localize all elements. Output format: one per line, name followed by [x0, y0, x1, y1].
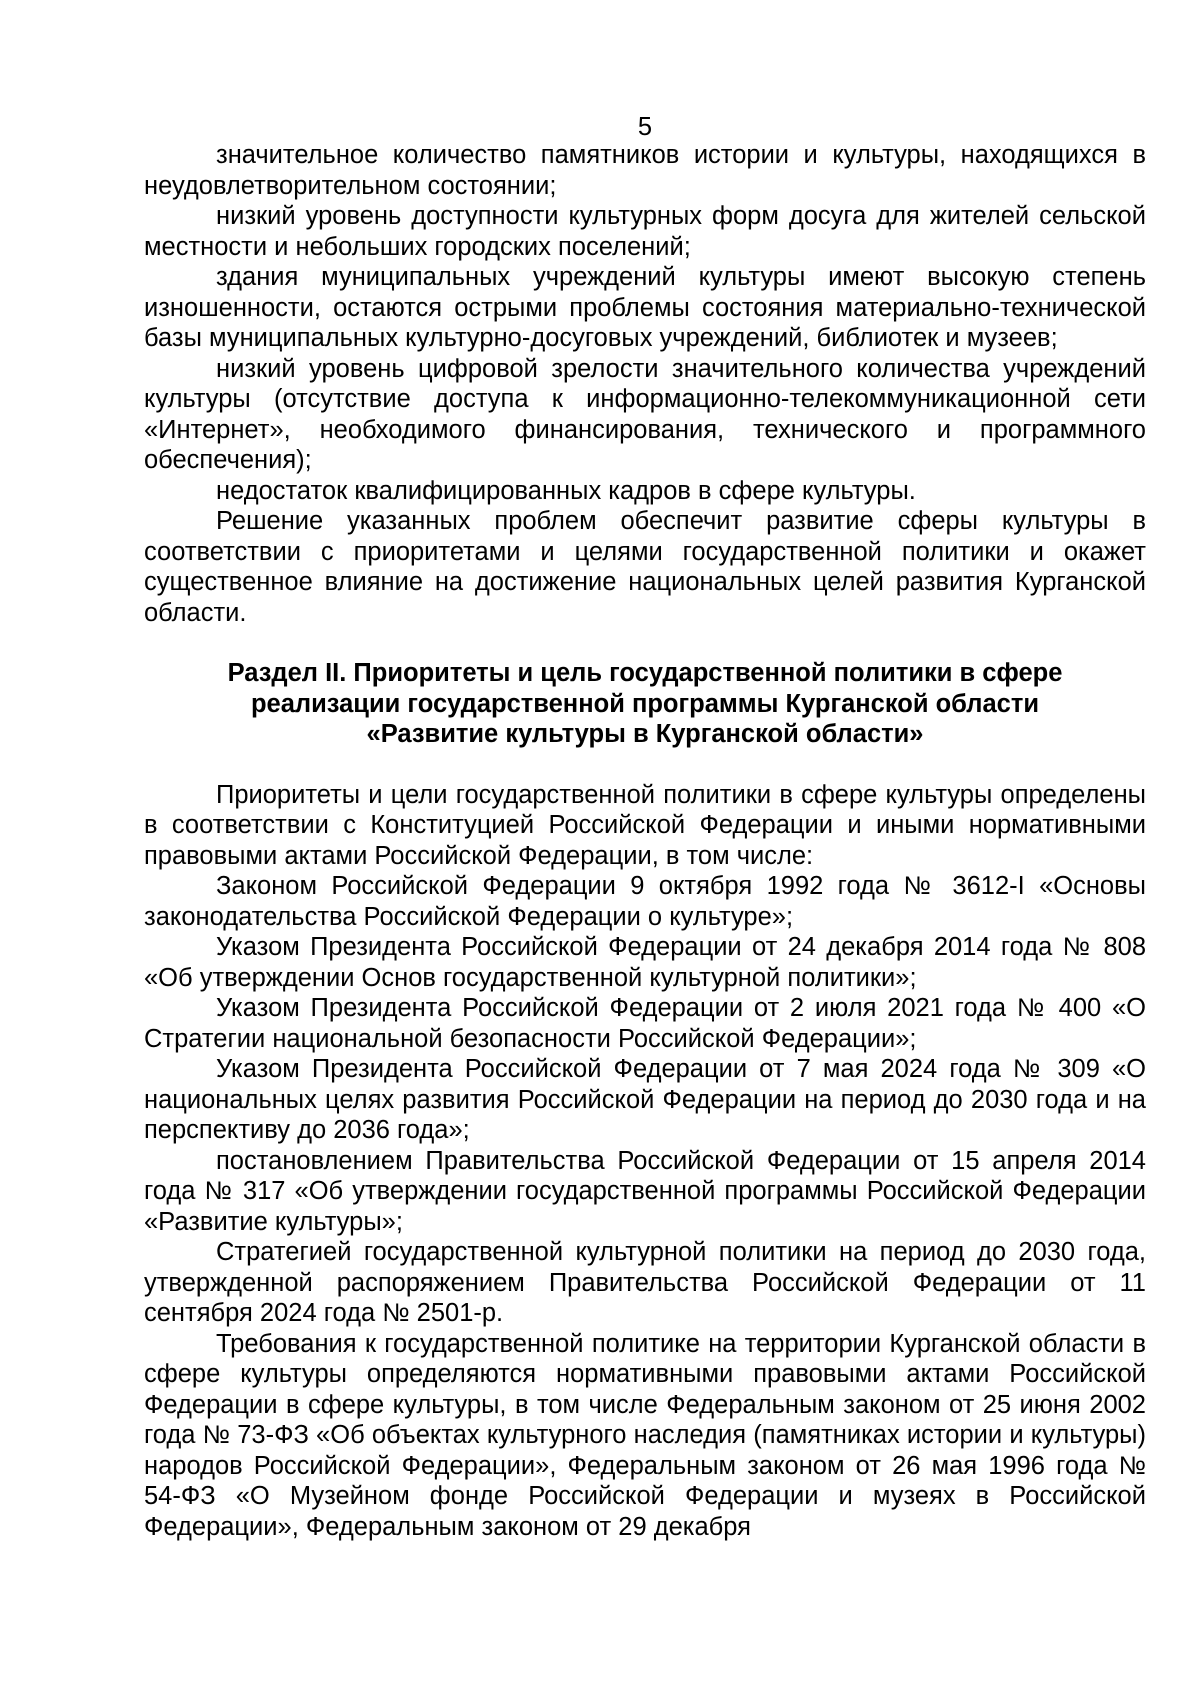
- paragraph: значительное количество памятников истории и культуры, находящихся в неудовлетворительном состоянии;: [144, 141, 1146, 200]
- section-title-line: «Развитие культуры в Курганской области»: [366, 720, 924, 748]
- paragraph: низкий уровень доступности культурных форм досуга для жителей сельской местности и небольших городских поселений;: [144, 202, 1146, 261]
- section-title-line: Раздел II. Приоритеты и цель государственной политики в сфере: [227, 659, 1063, 687]
- paragraph: Указом Президента Российской Федерации от 24 декабря 2014 года № 808 «Об утверждении Основ государственной культурной политики»;: [144, 933, 1146, 992]
- paragraph: недостаток квалифицированных кадров в сфере культуры.: [216, 476, 916, 505]
- paragraph: Стратегией государственной культурной политики на период до 2030 года, утвержденной распоряжением Правительства Российской Федерации от 11 сентября 2024 года № 2501-р.: [144, 1238, 1146, 1327]
- paragraph: Приоритеты и цели государственной политики в сфере культуры определены в соответствии с Конституцией Российской Федерации и иными нормативными правовыми актами Российской Федерации, в том числе:: [144, 780, 1146, 870]
- paragraph: Решение указанных проблем обеспечит развитие сферы культуры в соответствии с приоритетами и целями государственной политики и окажет существенное влияние на достижение национальных целей развития Курганской области.: [144, 507, 1146, 627]
- paragraph: Указом Президента Российской Федерации от 2 июля 2021 года № 400 «О Стратегии национальной безопасности Российской Федерации»;: [144, 994, 1146, 1053]
- document-page: [144, 112, 1146, 1542]
- paragraph: низкий уровень цифровой зрелости значительного количества учреждений культуры (отсутствие доступа к информационно-телекоммуникационной сети «Интернет», необходимого финансирования, технического и программного обеспечения);: [144, 354, 1146, 474]
- paragraph: Указом Президента Российской Федерации от 7 мая 2024 года № 309 «О национальных целях развития Российской Федерации на период до 2030 года и на перспективу до 2036 года»;: [144, 1055, 1146, 1144]
- paragraph: Требования к государственной политике на территории Курганской области в сфере культуры определяются нормативными правовыми актами Российской Федерации в сфере культуры, в том числе Федеральным законом от 25 июня 2002 года № 73-ФЗ «Об объектах культурного наследия (памятниках истории и культуры) народов Российской Федерации», Федеральным законом от 26 мая 1996 года № 54-ФЗ «О Музейном фонде Российской Федерации и музеях в Российской Федерации», Федеральным законом от 29 декабря: [144, 1329, 1146, 1541]
- paragraph: Законом Российской Федерации 9 октября 1992 года № 3612-I «Основы законодательства Российской Федерации о культуре»;: [144, 872, 1146, 931]
- section-title-line: реализации государственной программы Курганской области: [250, 689, 1040, 718]
- paragraph: здания муниципальных учреждений культуры имеют высокую степень изношенности, остаются острыми проблемы состояния материально-технической базы муниципальных культурно-досуговых учреждений, библиотек и музеев;: [144, 263, 1146, 352]
- page-number: 5: [637, 113, 653, 141]
- section-title: [144, 658, 1146, 750]
- paragraph: постановлением Правительства Российской Федерации от 15 апреля 2014 года № 317 «Об утверждении государственной программы Российской Федерации «Развитие культуры»;: [144, 1146, 1146, 1236]
